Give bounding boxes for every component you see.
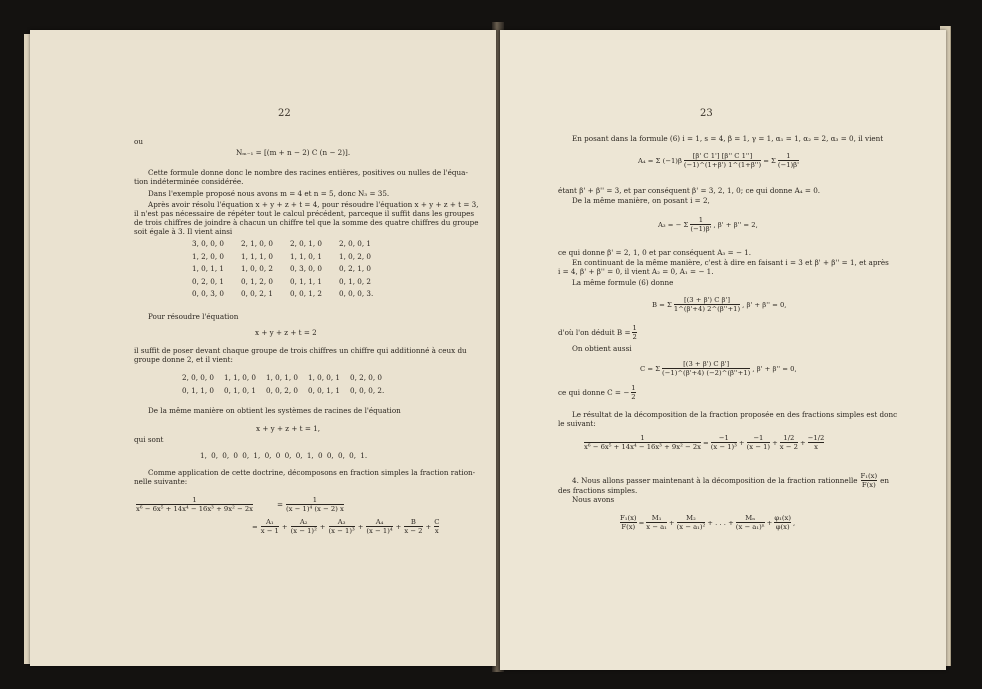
operator: , — [793, 518, 796, 527]
roots-grid-2 — [182, 372, 392, 397]
roots-row — [192, 288, 388, 301]
denominator: (−1)β' — [690, 225, 712, 233]
roots-cell: 3, 0, 0, 0 — [192, 239, 224, 248]
fraction — [632, 324, 636, 341]
operator: + — [357, 522, 364, 531]
fraction-lhs — [136, 496, 253, 513]
numerator: −1/2 — [807, 434, 825, 442]
operator: + — [772, 438, 778, 447]
numerator: 1 — [640, 434, 645, 442]
result-c — [558, 384, 636, 401]
numerator: C — [434, 518, 440, 526]
roots-cell: 1, 0, 1, 0 — [266, 373, 298, 382]
numerator: 1 — [631, 384, 636, 392]
paragraph-line: Nous avons — [572, 495, 615, 504]
operator: + — [281, 522, 288, 531]
operator: + — [425, 522, 432, 531]
paragraph-line: On obtient aussi — [572, 344, 632, 353]
fraction — [631, 384, 635, 401]
operator: + — [766, 518, 773, 527]
numerator: M₂ — [686, 514, 696, 522]
numerator: 1 — [786, 152, 791, 160]
denominator: x⁶ − 6x⁵ + 14x⁴ − 16x³ + 9x² − 2x — [136, 505, 253, 513]
formula-b — [652, 296, 786, 313]
operator: = — [252, 522, 258, 531]
numerator: 1 — [312, 496, 318, 504]
equation: x + y + z + t = 2 — [255, 328, 317, 337]
text-qui-sont: qui sont — [134, 435, 164, 444]
denominator: (x − 1)² — [290, 527, 317, 535]
denominator: (−1)^(β'+4) (−2)^(β''+1) — [662, 369, 751, 377]
denominator: x − 2 — [779, 443, 798, 451]
paragraph-line: Comme application de cette doctrine, décomposons en fraction simples la fraction ration- — [148, 468, 476, 477]
numerator: 1/2 — [783, 434, 795, 442]
paragraph-line: tion indéterminée considérée. — [134, 177, 244, 186]
roots-cell: 1, 2, 0, 0 — [192, 251, 224, 261]
paragraph-line: il n'est pas nécessaire de répéter tout le calcul précédent, parceque il suffit dans les groupes — [134, 209, 475, 218]
roots-cell: 1, 0, 2, 0 — [339, 251, 371, 261]
operator: + — [319, 522, 326, 531]
roots-cell: 0, 0, 2, 0 — [266, 385, 298, 395]
roots-cell: 0, 1, 1, 1 — [290, 276, 322, 286]
fraction — [434, 518, 439, 535]
roots-row — [192, 263, 388, 276]
numerator: φ₁(x) — [774, 514, 791, 522]
roots-cell: 0, 1, 0, 1 — [224, 385, 256, 395]
denominator: 1^(β'+4) 2^(β''+1) — [673, 305, 741, 313]
formula-a3 — [658, 216, 758, 233]
numerator: F₁(x) — [860, 472, 878, 480]
denominator: F(x) — [621, 523, 636, 531]
paragraph-line: Pour résoudre l'équation — [148, 312, 239, 321]
denominator: (x − a₁)² — [676, 523, 706, 531]
text-ou: ou — [134, 137, 143, 146]
roots-cell: 0, 1, 0, 2 — [339, 276, 371, 286]
paragraph-line: Après avoir résolu l'équation x + y + z + t = 4, pour résoudre l'équation x + y + z + t = 3, — [148, 200, 479, 209]
numerator: [(3 + β') C β'] — [683, 296, 731, 304]
operator: + — [799, 438, 806, 447]
denominator: F(x) — [861, 481, 876, 489]
partial-fraction-decomposition — [252, 518, 439, 535]
fraction — [291, 518, 317, 535]
formula-lhs: A₃ = − Σ — [658, 220, 689, 229]
roots-cell: 2, 1, 0, 0 — [241, 239, 273, 248]
page-number: 22 — [278, 108, 291, 119]
paragraph-line: Dans l'exemple proposé nous avons m = 4 et n = 5, donc N₃ = 35. — [148, 189, 390, 198]
fraction — [261, 518, 279, 535]
paragraph-line: de trois chiffres de joindre à chacun un chiffre tel que la somme des quatre chiffres du groupe — [134, 218, 479, 227]
decomposition-result — [584, 434, 824, 451]
roots-cell: 2, 0, 1, 0 — [290, 239, 322, 248]
roots-cell: 0, 1, 1, 0 — [182, 385, 214, 395]
denominator: 2 — [632, 333, 637, 341]
denominator: 2 — [631, 393, 636, 401]
roots-cell: 0, 2, 1, 0 — [339, 264, 371, 273]
operator: + . . . + — [707, 518, 734, 527]
equals-sign: = — [277, 500, 284, 509]
formula-lhs: C = Σ — [640, 364, 661, 373]
formula-lhs: B = Σ — [652, 300, 672, 309]
denominator: x − 1 — [260, 527, 279, 535]
numerator: B — [410, 518, 416, 526]
equation: x + y + z + t = 1, — [256, 424, 321, 433]
formula-mid: = Σ — [763, 156, 776, 165]
fraction — [780, 434, 798, 451]
formula-tail: , β' + β'' = 0, — [752, 364, 797, 373]
operator: + — [395, 522, 402, 531]
roots-cell: 1, 0, 0, 1 — [308, 373, 340, 382]
operator: = — [638, 518, 645, 527]
roots-cell: 0, 2, 0, 1 — [192, 276, 224, 286]
roots-cell: 0, 0, 1, 1 — [308, 385, 340, 395]
denominator: (x − 1)⁴ (x − 2) x — [286, 505, 344, 513]
roots-cell: 0, 2, 0, 0 — [350, 373, 382, 382]
paragraph-line: 4. Nous allons passer maintenant à la décomposition de la fraction rationnelle — [572, 476, 858, 485]
fraction — [620, 514, 637, 531]
roots-cell: 1, 1, 0, 0 — [224, 373, 256, 382]
paragraph-line: La même formule (6) donne — [572, 278, 674, 287]
result-label: ce qui donne C = − — [558, 388, 630, 397]
denominator: (x − 1)³ — [710, 443, 737, 451]
paragraph-line: nelle suivante: — [134, 477, 188, 486]
roots-cell: 0, 1, 2, 0 — [241, 276, 273, 286]
paragraph-line: le suivant: — [558, 419, 596, 428]
paragraph-word: en — [880, 476, 890, 485]
paragraph-line: ce qui donne β' = 2, 1, 0 et par conséquent A₃ = − 1. — [558, 248, 752, 257]
numerator: A₄ — [375, 518, 384, 526]
fraction — [747, 434, 770, 451]
fraction — [329, 518, 355, 535]
fraction — [690, 216, 711, 233]
paragraph-line: De la même manière, on posant i = 2, — [572, 196, 710, 205]
formula-lhs: A₄ = Σ (−1)β — [638, 156, 682, 165]
left-page — [30, 30, 496, 666]
formula-c — [640, 360, 797, 377]
numerator: −1 — [753, 434, 764, 442]
numerator: 1 — [632, 324, 637, 332]
paragraph-line: En posant dans la formule (6) i = 1, s = 4, β = 1, γ = 1, α₁ = 1, α₂ = 2, α₃ = 0, il vient — [572, 134, 884, 143]
paragraph-line: De la même manière on obtient les systèmes de racines de l'équation — [148, 406, 401, 415]
numerator: [(3 + β') C β'] — [683, 360, 730, 368]
fraction — [366, 518, 392, 535]
denominator: φ(x) — [775, 523, 790, 531]
numerator: M₁ — [651, 514, 662, 522]
fraction — [662, 360, 750, 377]
numerator: F₁(x) — [620, 514, 637, 522]
denominator: (x − a₁)ⁿ — [735, 523, 765, 531]
roots-cell: 1, 0, 0, 2 — [241, 264, 273, 273]
fraction — [677, 514, 706, 531]
numerator: A₃ — [337, 518, 346, 526]
denominator: x − 2 — [404, 527, 423, 535]
roots-cell: 0, 0, 0, 3. — [339, 289, 374, 298]
paragraph-line: En continuant de la même manière, c'est à dire en faisant i = 3 et β' + β'' = 1, et après — [572, 258, 889, 267]
fraction — [861, 472, 878, 489]
result-label: d'où l'on déduit B = — [558, 328, 631, 337]
numerator: Mₙ — [745, 514, 756, 522]
paragraph-line: Le résultat de la décomposition de la fraction proposée en des fractions simples est donc — [572, 410, 898, 419]
fraction — [711, 434, 737, 451]
denominator: (x − 1)⁴ — [366, 527, 393, 535]
paragraph-line: soit égale à 3. Il vient ainsi — [134, 227, 233, 236]
denominator: x⁶ − 6x⁵ + 14x⁴ − 16x³ + 9x² − 2x — [584, 443, 701, 451]
roots-row — [192, 238, 388, 251]
roots-row — [192, 276, 388, 289]
roots-cell: 0, 0, 2, 1 — [241, 289, 273, 298]
roots-grid-1: 1, 0, 0, 0 0, 1, 0, 0 0, 0, 1, 0 0, 0, 0, 1. — [200, 451, 368, 460]
fraction — [736, 514, 765, 531]
denominator: x — [814, 443, 818, 451]
paragraph-line: il suffit de poser devant chaque groupe de trois chiffres un chiffre qui additionné à ceux du — [134, 346, 467, 355]
fraction-rhs — [286, 496, 344, 513]
formula-n: Nₘ₋₁ = [(m + n − 2) C (n − 2)]. — [236, 148, 351, 157]
operator: = — [702, 438, 709, 447]
numerator: A₂ — [299, 518, 308, 526]
roots-grid-3 — [192, 238, 388, 301]
denominator: (x − 1) — [746, 443, 771, 451]
fraction — [778, 152, 799, 169]
formula-tail: , β' + β'' = 2, — [713, 220, 758, 229]
roots-cell: 2, 0, 0, 0 — [182, 373, 214, 382]
denominator: (x − 1)³ — [328, 527, 355, 535]
fraction — [584, 434, 701, 451]
fraction — [404, 518, 422, 535]
roots-cell: 1, 0, 1, 1 — [192, 264, 224, 273]
page-number: 23 — [700, 108, 713, 119]
formula-partial-fractions — [620, 514, 795, 531]
roots-cell: 2, 0, 0, 1 — [339, 239, 371, 248]
roots-cell: 1, 1, 0, 1 — [290, 251, 322, 261]
formula-tail: , β' + β'' = 0, — [742, 300, 787, 309]
roots-cell: 1, 1, 1, 0 — [241, 251, 273, 261]
roots-cell: 0, 0, 0, 2. — [350, 385, 385, 395]
roots-cell: 0, 0, 1, 2 — [290, 289, 322, 298]
operator: + — [738, 438, 745, 447]
operator: + — [668, 518, 675, 527]
formula-a4 — [638, 152, 799, 169]
numerator: 1 — [192, 496, 197, 504]
roots-row — [182, 385, 392, 398]
result-b — [558, 324, 637, 341]
paragraph-line: groupe donne 2, et il vient: — [134, 355, 233, 364]
numerator: 1 — [698, 216, 704, 224]
paragraph-line: des fractions simples. — [558, 486, 638, 495]
denominator: (−1)β' — [777, 161, 799, 169]
fraction — [674, 296, 740, 313]
paragraph-line: étant β' + β'' = 3, et par conséquent β' = 3, 2, 1, 0; ce qui donne A₄ = 0. — [558, 186, 821, 195]
numerator: [β' C 1'] [β'' C 1''] — [692, 152, 753, 160]
denominator: x − a₁ — [646, 523, 667, 531]
roots-cell: 0, 3, 0, 0 — [290, 264, 322, 273]
denominator: x — [434, 527, 439, 535]
paragraph-line: i = 4, β' + β'' = 0, il vient A₂ = 0, A₁ = − 1. — [558, 267, 714, 276]
fraction — [808, 434, 825, 451]
denominator: (−1)^(1+β') 1^(1+β'') — [683, 161, 762, 169]
roots-cell: 0, 0, 3, 0 — [192, 289, 224, 298]
fraction — [684, 152, 761, 169]
fraction — [774, 514, 791, 531]
fraction — [646, 514, 667, 531]
paragraph-line: Cette formule donne donc le nombre des racines entières, positives ou nulles de l'équa- — [148, 168, 468, 177]
roots-row — [192, 251, 388, 264]
numerator: A₁ — [265, 518, 274, 526]
roots-row — [182, 372, 392, 385]
numerator: −1 — [718, 434, 729, 442]
right-page — [500, 30, 946, 670]
